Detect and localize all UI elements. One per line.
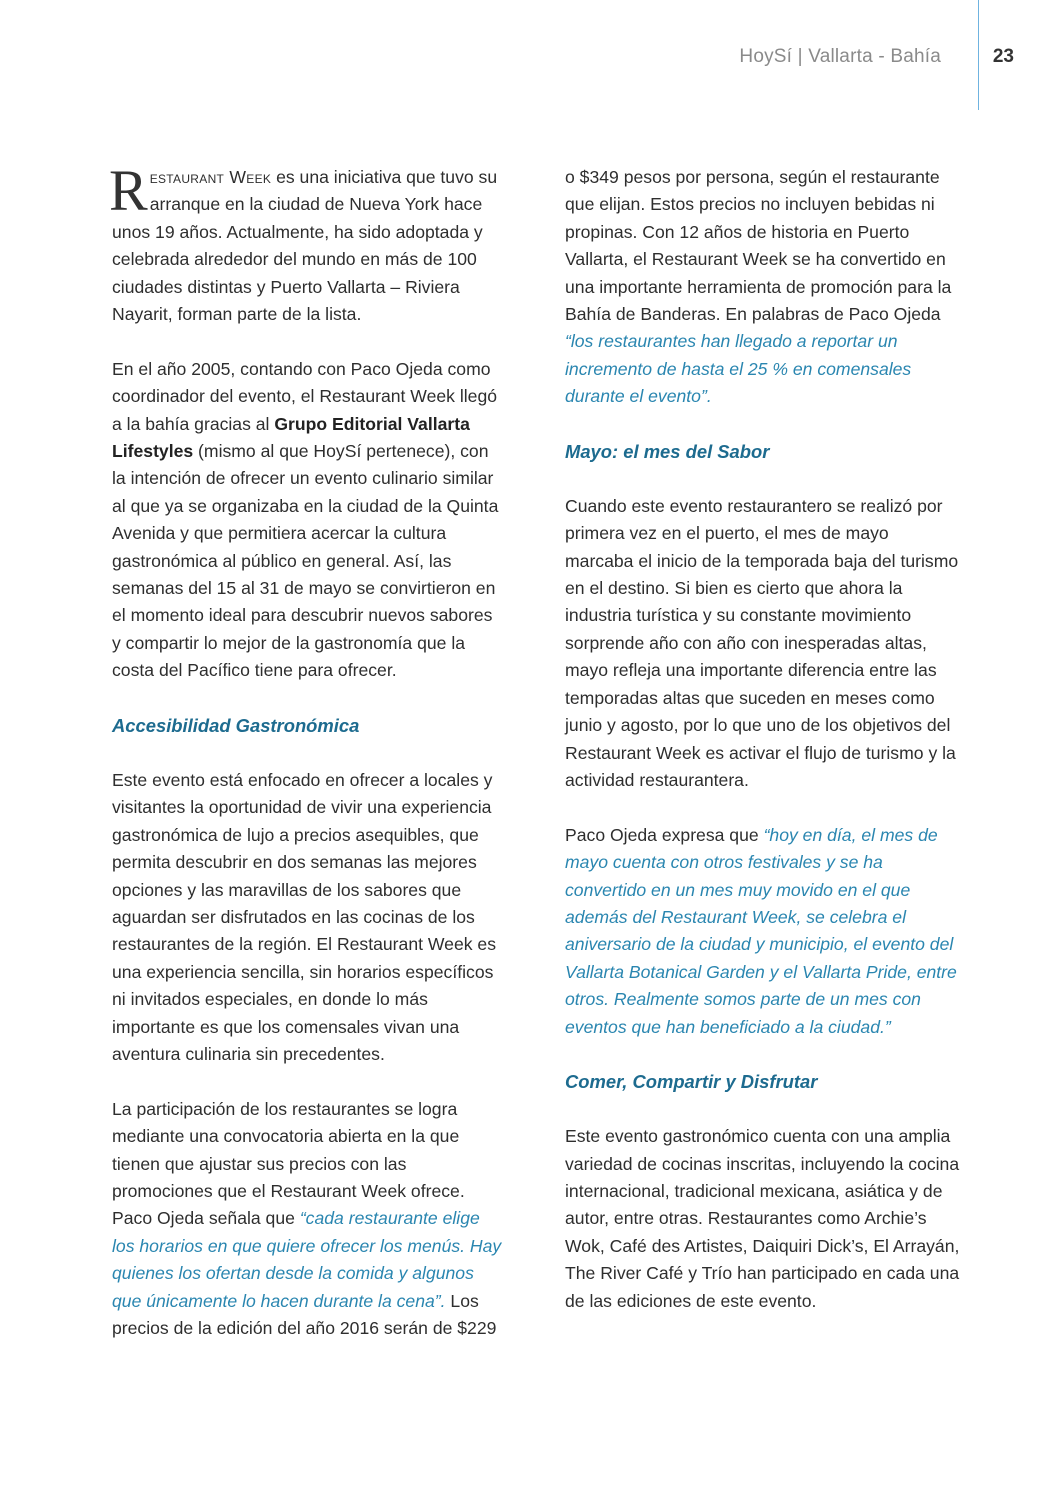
participation-text-a: La participación de los restaurantes se logra mediante una convocatoria abierta en la que tienen que ajustar sus precios con las promociones que el Restaurant Week ofrece. Paco Ojeda señala que xyxy=(112,1098,465,1229)
festivals-text: Paco Ojeda expresa que xyxy=(565,824,764,845)
page-header xyxy=(0,46,1041,76)
intro-paragraph xyxy=(109,158,504,328)
left-column xyxy=(109,158,504,1370)
season-paragraph: Cuando este evento restaurantero se realizó por primera vez en el puerto, el mes de mayo marcaba el inicio de la temporada baja del turismo en el destino. Si bien es cierto que ahora la industria turística y su constante movimiento sorprende año con año con inesperadas altas, mayo refleja una importante diferencia entre las temporadas altas que suceden en meses como junio y agosto, por lo que uno de los objetivos del Restaurant Week es activar el flujo de turismo y la actividad restaurantera. xyxy=(565,495,959,790)
festivals-paragraph xyxy=(565,822,960,1041)
history-text-b: (mismo al que HoySí pertenece), con la intención de ofrecer un evento culinario similar al que ya se organizaba en la ciudad de la Quinta Avenida y que permitiera acercar la cultura gastronómica al público en general. Así, las semanas del 15 al 31 de mayo se convirtieron en el momento ideal para descubrir nuevos sabores y compartir lo mejor de la gastronomía que la costa del Pacífico tiene para ofrecer. xyxy=(112,441,499,681)
history-paragraph xyxy=(112,356,504,685)
prices-paragraph xyxy=(565,164,960,411)
prices-text: o $349 pesos por persona, según el restaurante que elijan. Estos precios no incluyen bebidas ni propinas. Con 12 años de historia en Puerto Vallarta, el Restaurant Week se ha convertido en una importante herramienta de promoción para la Bahía de Banderas. En palabras de Paco Ojeda xyxy=(565,167,952,325)
intro-lead: estaurant Week xyxy=(149,167,272,187)
ojeda-quote-1: “cada restaurante elige los horarios en que quiere ofrecer los menús. Hay quienes los ofertan desde la comida y algunos que únicamente lo hacen durante la cena”. xyxy=(112,1208,502,1311)
history-text-a: En el año 2005, contando con Paco Ojeda como coordinador del evento, el Restaurant Week llegó a la bahía gracias al xyxy=(112,358,498,434)
cuisines-paragraph: Este evento gastronómico cuenta con una amplia variedad de cocinas inscritas, incluyendo la cocina internacional, tradicional mexicana, asiática y de autor, entre otras. Restaurantes como Archie’s Wok, Café des Artistes, Daiquiri Dick’s, El Arrayán, The River Café y Trío han participado en cada una de las ediciones de este evento. xyxy=(565,1126,960,1311)
intro-text: es una iniciativa que tuvo su arranque en la ciudad de Nueva York hace unos 19 años. Actualmente, ha sido adoptada y celebrada alrededor del mundo en más de 100 ciudades distintas y Puerto Vallarta – Riviera Nayarit, forman parte de la lista. xyxy=(112,167,498,325)
drop-cap: R xyxy=(109,158,148,223)
right-column xyxy=(565,164,960,1342)
subhead-mayo: Mayo: el mes del Sabor xyxy=(565,441,770,463)
accessibility-paragraph: Este evento está enfocado en ofrecer a locales y visitantes la oportunidad de vivir una experiencia gastronómica de lujo a precios asequibles, que permita descubrir en dos semanas las mejores opciones y las maravillas de los sabores que aguardan ser disfrutados en las cocinas de los restaurantes de la región. El Restaurant Week es una experiencia sencilla, sin horarios específicos ni invitados especiales, en donde lo más importante es que los comensales vivan una aventura culinaria sin precedentes. xyxy=(112,769,497,1064)
page-number: 23 xyxy=(992,46,1014,67)
participation-text-b: Los precios de la edición del año 2016 serán de $229 xyxy=(112,1290,497,1338)
header-divider xyxy=(978,0,979,110)
ojeda-quote-3: “hoy en día, el mes de mayo cuenta con otros festivales y se ha convertido en un mes muy movido en el que además del Restaurant Week, se celebra el aniversario de la ciudad y municipio, el evento del Vallarta Botanical Garden y el Vallarta Pride, entre otros. Realmente somos parte de un mes con eventos que han beneficiado a la ciudad.” xyxy=(565,824,957,1037)
subhead-comer: Comer, Compartir y Disfrutar xyxy=(565,1071,818,1093)
publication-title: HoySí | Vallarta - Bahía xyxy=(739,46,941,67)
participation-paragraph xyxy=(112,1096,504,1343)
ojeda-quote-2: “los restaurantes han llegado a reportar un incremento de hasta el 25 % en comensales durante el evento”. xyxy=(565,331,912,407)
subhead-accesibilidad: Accesibilidad Gastronómica xyxy=(112,715,360,737)
publisher-name: Grupo Editorial Vallarta Lifestyles xyxy=(112,413,470,462)
